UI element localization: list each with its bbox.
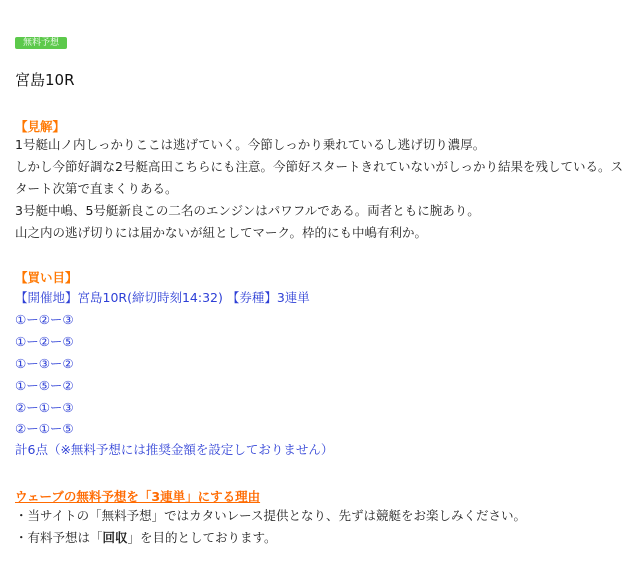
reason-heading: ウェーブの無料予想を「3連単」にする理由 [15, 489, 261, 504]
reason-line-strong: 回収 [102, 530, 128, 545]
opinion-line: しかし今節好調な2号艇高田こちらにも注意。今節好スタートきれていないがしっかり結果を残している。ス [15, 159, 623, 174]
combo-item: ①ー②ー③ [15, 312, 74, 327]
race-title: 宮島10R [15, 71, 75, 89]
buy-heading: 【買い目】 [15, 270, 78, 285]
combo-item: ①ー③ー② [15, 356, 74, 371]
reason-line [15, 530, 277, 546]
combo-item: ②ー①ー③ [15, 400, 74, 415]
opinion-line: 山之内の逃げ切りには届かないが紐としてマーク。枠的にも中嶋有利か。 [15, 225, 428, 240]
combo-item: ②ー①ー⑤ [15, 421, 74, 436]
opinion-line: タート次第で直まくりある。 [15, 181, 178, 196]
opinion-line: 1号艇山ノ内しっかりここは逃げていく。今節しっかり乗れているし逃げ切り濃厚。 [15, 137, 486, 152]
reason-line-suffix: 」を目的としております。 [127, 530, 277, 545]
free-prediction-badge: 無料予想 [15, 37, 67, 49]
total-points: 計6点（※無料予想には推奨金額を設定しておりません） [15, 442, 334, 457]
opinion-heading: 【見解】 [15, 119, 66, 134]
reason-line: ・当サイトの「無料予想」ではカタいレース提供となり、先ずは競艇をお楽しみください。 [15, 508, 527, 523]
combo-item: ①ー②ー⑤ [15, 334, 74, 349]
race-info: 【開催地】宮島10R(締切時刻14:32) 【券種】3連単 [15, 290, 310, 305]
reason-line-prefix: ・有料予想は「 [15, 530, 103, 545]
opinion-line: 3号艇中嶋、5号艇新良この二名のエンジンはパワフルである。両者ともに腕あり。 [15, 203, 480, 218]
combo-item: ①ー⑤ー② [15, 378, 74, 393]
